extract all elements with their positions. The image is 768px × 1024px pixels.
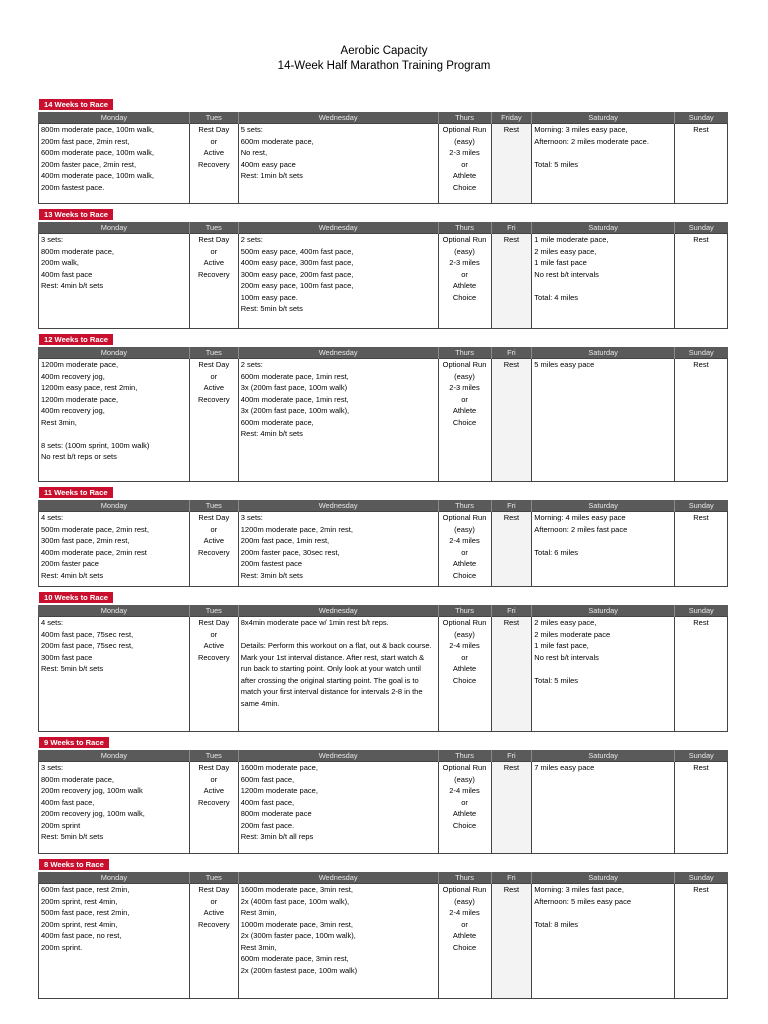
day-header: Sunday xyxy=(674,112,727,124)
week-table xyxy=(38,750,728,854)
thursday-cell: Optional Run (easy) 2-3 miles or Athlete Choice xyxy=(438,124,491,204)
workout-row xyxy=(39,617,728,732)
wednesday-cell: 5 sets: 600m moderate pace, No rest, 400m easy pace Rest: 1min b/t sets xyxy=(238,124,438,204)
sunday-cell: Rest xyxy=(674,884,727,999)
saturday-cell: 5 miles easy pace xyxy=(532,359,675,482)
day-header: Fri xyxy=(491,605,532,617)
monday-cell: 4 sets: 400m fast pace, 75sec rest, 200m fast pace, 75sec rest, 300m fast pace Rest: 5min b/t sets xyxy=(39,617,190,732)
day-header: Wednesday xyxy=(238,112,438,124)
day-header: Fri xyxy=(491,500,532,512)
friday-cell: Rest xyxy=(491,124,532,204)
friday-cell: Rest xyxy=(491,762,532,854)
thursday-cell: Optional Run (easy) 2-4 miles or Athlete Choice xyxy=(438,884,491,999)
tuesday-cell: Rest Day or Active Recovery xyxy=(189,617,238,732)
day-header: Fri xyxy=(491,222,532,234)
wednesday-cell: 2 sets: 500m easy pace, 400m fast pace, 400m easy pace, 300m fast pace, 300m easy pace, 200m fast pace, 200m easy pace, 100m fast pace, 100m easy pace. Rest: 5min b/t sets xyxy=(238,234,438,329)
week-badge: 8 Weeks to Race xyxy=(39,859,109,870)
week-table xyxy=(38,222,728,329)
day-header: Thurs xyxy=(438,872,491,884)
day-header: Sunday xyxy=(674,872,727,884)
day-header: Tues xyxy=(189,872,238,884)
wednesday-cell: 1600m moderate pace, 3min rest, 2x (400m fast pace, 100m walk), Rest 3min, 1000m moderate pace, 3min rest, 2x (300m faster pace, 100m walk), Rest 3min, 600m moderate pace, 3min rest, 2x (200m fastest pace, 100m walk) xyxy=(238,884,438,999)
day-header: Saturday xyxy=(532,112,675,124)
day-header: Monday xyxy=(39,500,190,512)
day-header: Monday xyxy=(39,750,190,762)
day-header-row xyxy=(39,347,728,359)
monday-cell: 3 sets: 800m moderate pace, 200m walk, 400m fast pace Rest: 4min b/t sets xyxy=(39,234,190,329)
day-header: Friday xyxy=(491,112,532,124)
title-line-2: 14-Week Half Marathon Training Program xyxy=(277,60,491,72)
day-header: Saturday xyxy=(532,222,675,234)
day-header-row xyxy=(39,605,728,617)
thursday-cell: Optional Run (easy) 2-3 miles or Athlete Choice xyxy=(438,234,491,329)
tuesday-cell: Rest Day or Active Recovery xyxy=(189,512,238,587)
workout-row xyxy=(39,124,728,204)
saturday-cell: 7 miles easy pace xyxy=(532,762,675,854)
week-block xyxy=(38,204,728,329)
week-block xyxy=(38,94,728,204)
day-header: Saturday xyxy=(532,750,675,762)
monday-cell: 3 sets: 800m moderate pace, 200m recovery jog, 100m walk 400m fast pace, 200m recovery jog, 100m walk, 200m sprint Rest: 5min b/t sets xyxy=(39,762,190,854)
day-header: Thurs xyxy=(438,605,491,617)
saturday-cell: 2 miles easy pace, 2 miles moderate pace 1 mile fast pace, No rest b/t intervals Total: 5 miles xyxy=(532,617,675,732)
day-header: Tues xyxy=(189,112,238,124)
day-header-row xyxy=(39,112,728,124)
day-header: Wednesday xyxy=(238,605,438,617)
workout-row xyxy=(39,512,728,587)
training-weeks xyxy=(38,94,728,999)
day-header: Saturday xyxy=(532,872,675,884)
week-badge: 10 Weeks to Race xyxy=(39,592,113,603)
week-table xyxy=(38,605,728,732)
week-badge: 12 Weeks to Race xyxy=(39,334,113,345)
workout-row xyxy=(39,359,728,482)
tuesday-cell: Rest Day or Active Recovery xyxy=(189,124,238,204)
sunday-cell: Rest xyxy=(674,617,727,732)
week-badge: 13 Weeks to Race xyxy=(39,209,113,220)
week-block xyxy=(38,329,728,482)
friday-cell: Rest xyxy=(491,234,532,329)
saturday-cell: Morning: 4 miles easy pace Afternoon: 2 miles fast pace Total: 6 miles xyxy=(532,512,675,587)
friday-cell: Rest xyxy=(491,359,532,482)
day-header: Tues xyxy=(189,500,238,512)
day-header: Monday xyxy=(39,112,190,124)
day-header: Fri xyxy=(491,750,532,762)
day-header: Saturday xyxy=(532,605,675,617)
sunday-cell: Rest xyxy=(674,234,727,329)
week-table xyxy=(38,347,728,482)
week-badge: 11 Weeks to Race xyxy=(39,487,113,498)
day-header: Monday xyxy=(39,222,190,234)
day-header: Monday xyxy=(39,605,190,617)
day-header: Sunday xyxy=(674,605,727,617)
wednesday-cell: 3 sets: 1200m moderate pace, 2min rest, 200m fast pace, 1min rest, 200m faster pace, 30sec rest, 200m fastest pace Rest: 3min b/t sets xyxy=(238,512,438,587)
wednesday-cell: 2 sets: 600m moderate pace, 1min rest, 3x (200m fast pace, 100m walk) 400m moderate pace, 1min rest, 3x (200m fast pace, 100m walk), 600m moderate pace, Rest: 4min b/t sets xyxy=(238,359,438,482)
sunday-cell: Rest xyxy=(674,359,727,482)
day-header: Wednesday xyxy=(238,500,438,512)
monday-cell: 1200m moderate pace, 400m recovery jog, 1200m easy pace, rest 2min, 1200m moderate pace, 400m recovery jog, Rest 3min, 8 sets: (100m sprint, 100m walk) No rest b/t reps or sets xyxy=(39,359,190,482)
saturday-cell: Morning: 3 miles fast pace, Afternoon: 5 miles easy pace Total: 8 miles xyxy=(532,884,675,999)
day-header: Tues xyxy=(189,605,238,617)
week-table xyxy=(38,500,728,587)
week-block xyxy=(38,482,728,587)
friday-cell: Rest xyxy=(491,617,532,732)
day-header: Saturday xyxy=(532,500,675,512)
day-header: Monday xyxy=(39,872,190,884)
day-header: Fri xyxy=(491,872,532,884)
day-header-row xyxy=(39,222,728,234)
day-header: Thurs xyxy=(438,112,491,124)
week-badge: 9 Weeks to Race xyxy=(39,737,109,748)
tuesday-cell: Rest Day or Active Recovery xyxy=(189,762,238,854)
workout-row xyxy=(39,762,728,854)
day-header: Sunday xyxy=(674,750,727,762)
week-badge: 14 Weeks to Race xyxy=(39,99,113,110)
saturday-cell: Morning: 3 miles easy pace, Afternoon: 2 miles moderate pace. Total: 5 miles xyxy=(532,124,675,204)
day-header-row xyxy=(39,750,728,762)
day-header: Sunday xyxy=(674,222,727,234)
day-header: Wednesday xyxy=(238,872,438,884)
week-block xyxy=(38,732,728,854)
friday-cell: Rest xyxy=(491,512,532,587)
tuesday-cell: Rest Day or Active Recovery xyxy=(189,359,238,482)
day-header: Thurs xyxy=(438,347,491,359)
wednesday-cell: 1600m moderate pace, 600m fast pace, 1200m moderate pace, 400m fast pace, 800m moderate pace 200m fast pace. Rest: 3min b/t all reps xyxy=(238,762,438,854)
week-block xyxy=(38,854,728,999)
thursday-cell: Optional Run (easy) 2-4 miles or Athlete Choice xyxy=(438,762,491,854)
thursday-cell: Optional Run (easy) 2-4 miles or Athlete Choice xyxy=(438,617,491,732)
day-header: Thurs xyxy=(438,500,491,512)
title-line-1: Aerobic Capacity xyxy=(340,45,428,57)
day-header: Wednesday xyxy=(238,222,438,234)
week-block xyxy=(38,587,728,732)
week-table xyxy=(38,872,728,999)
day-header-row xyxy=(39,500,728,512)
thursday-cell: Optional Run (easy) 2-4 miles or Athlete Choice xyxy=(438,512,491,587)
day-header: Tues xyxy=(189,222,238,234)
day-header: Sunday xyxy=(674,347,727,359)
thursday-cell: Optional Run (easy) 2-3 miles or Athlete Choice xyxy=(438,359,491,482)
document-title xyxy=(0,44,768,74)
day-header: Wednesday xyxy=(238,347,438,359)
sunday-cell: Rest xyxy=(674,124,727,204)
day-header: Wednesday xyxy=(238,750,438,762)
saturday-cell: 1 mile moderate pace, 2 miles easy pace, 1 mile fast pace No rest b/t intervals Total: 4 miles xyxy=(532,234,675,329)
day-header: Tues xyxy=(189,750,238,762)
day-header: Fri xyxy=(491,347,532,359)
day-header-row xyxy=(39,872,728,884)
friday-cell: Rest xyxy=(491,884,532,999)
day-header: Saturday xyxy=(532,347,675,359)
workout-row xyxy=(39,234,728,329)
day-header: Tues xyxy=(189,347,238,359)
day-header: Sunday xyxy=(674,500,727,512)
sunday-cell: Rest xyxy=(674,512,727,587)
monday-cell: 4 sets: 500m moderate pace, 2min rest, 300m fast pace, 2min rest, 400m moderate pace, 2min rest 200m faster pace Rest: 4min b/t sets xyxy=(39,512,190,587)
wednesday-cell: 8x4min moderate pace w/ 1min rest b/t reps. Details: Perform this workout on a flat, out & back course. Mark your 1st interval distance. After rest, start watch & run back to starting point. Only look at your watch until after crossing the original starting point. The goal is to match your first interval distance for intervals 2-8 in the same 4min. xyxy=(238,617,438,732)
workout-row xyxy=(39,884,728,999)
monday-cell: 800m moderate pace, 100m walk, 200m fast pace, 2min rest, 600m moderate pace, 100m walk, 200m faster pace, 2min rest, 400m moderate pace, 100m walk, 200m fastest pace. xyxy=(39,124,190,204)
tuesday-cell: Rest Day or Active Recovery xyxy=(189,884,238,999)
sunday-cell: Rest xyxy=(674,762,727,854)
day-header: Thurs xyxy=(438,750,491,762)
monday-cell: 600m fast pace, rest 2min, 200m sprint, rest 4min, 500m fast pace, rest 2min, 200m sprint, rest 4min, 400m fast pace, no rest, 200m sprint. xyxy=(39,884,190,999)
tuesday-cell: Rest Day or Active Recovery xyxy=(189,234,238,329)
week-table xyxy=(38,112,728,204)
day-header: Monday xyxy=(39,347,190,359)
day-header: Thurs xyxy=(438,222,491,234)
